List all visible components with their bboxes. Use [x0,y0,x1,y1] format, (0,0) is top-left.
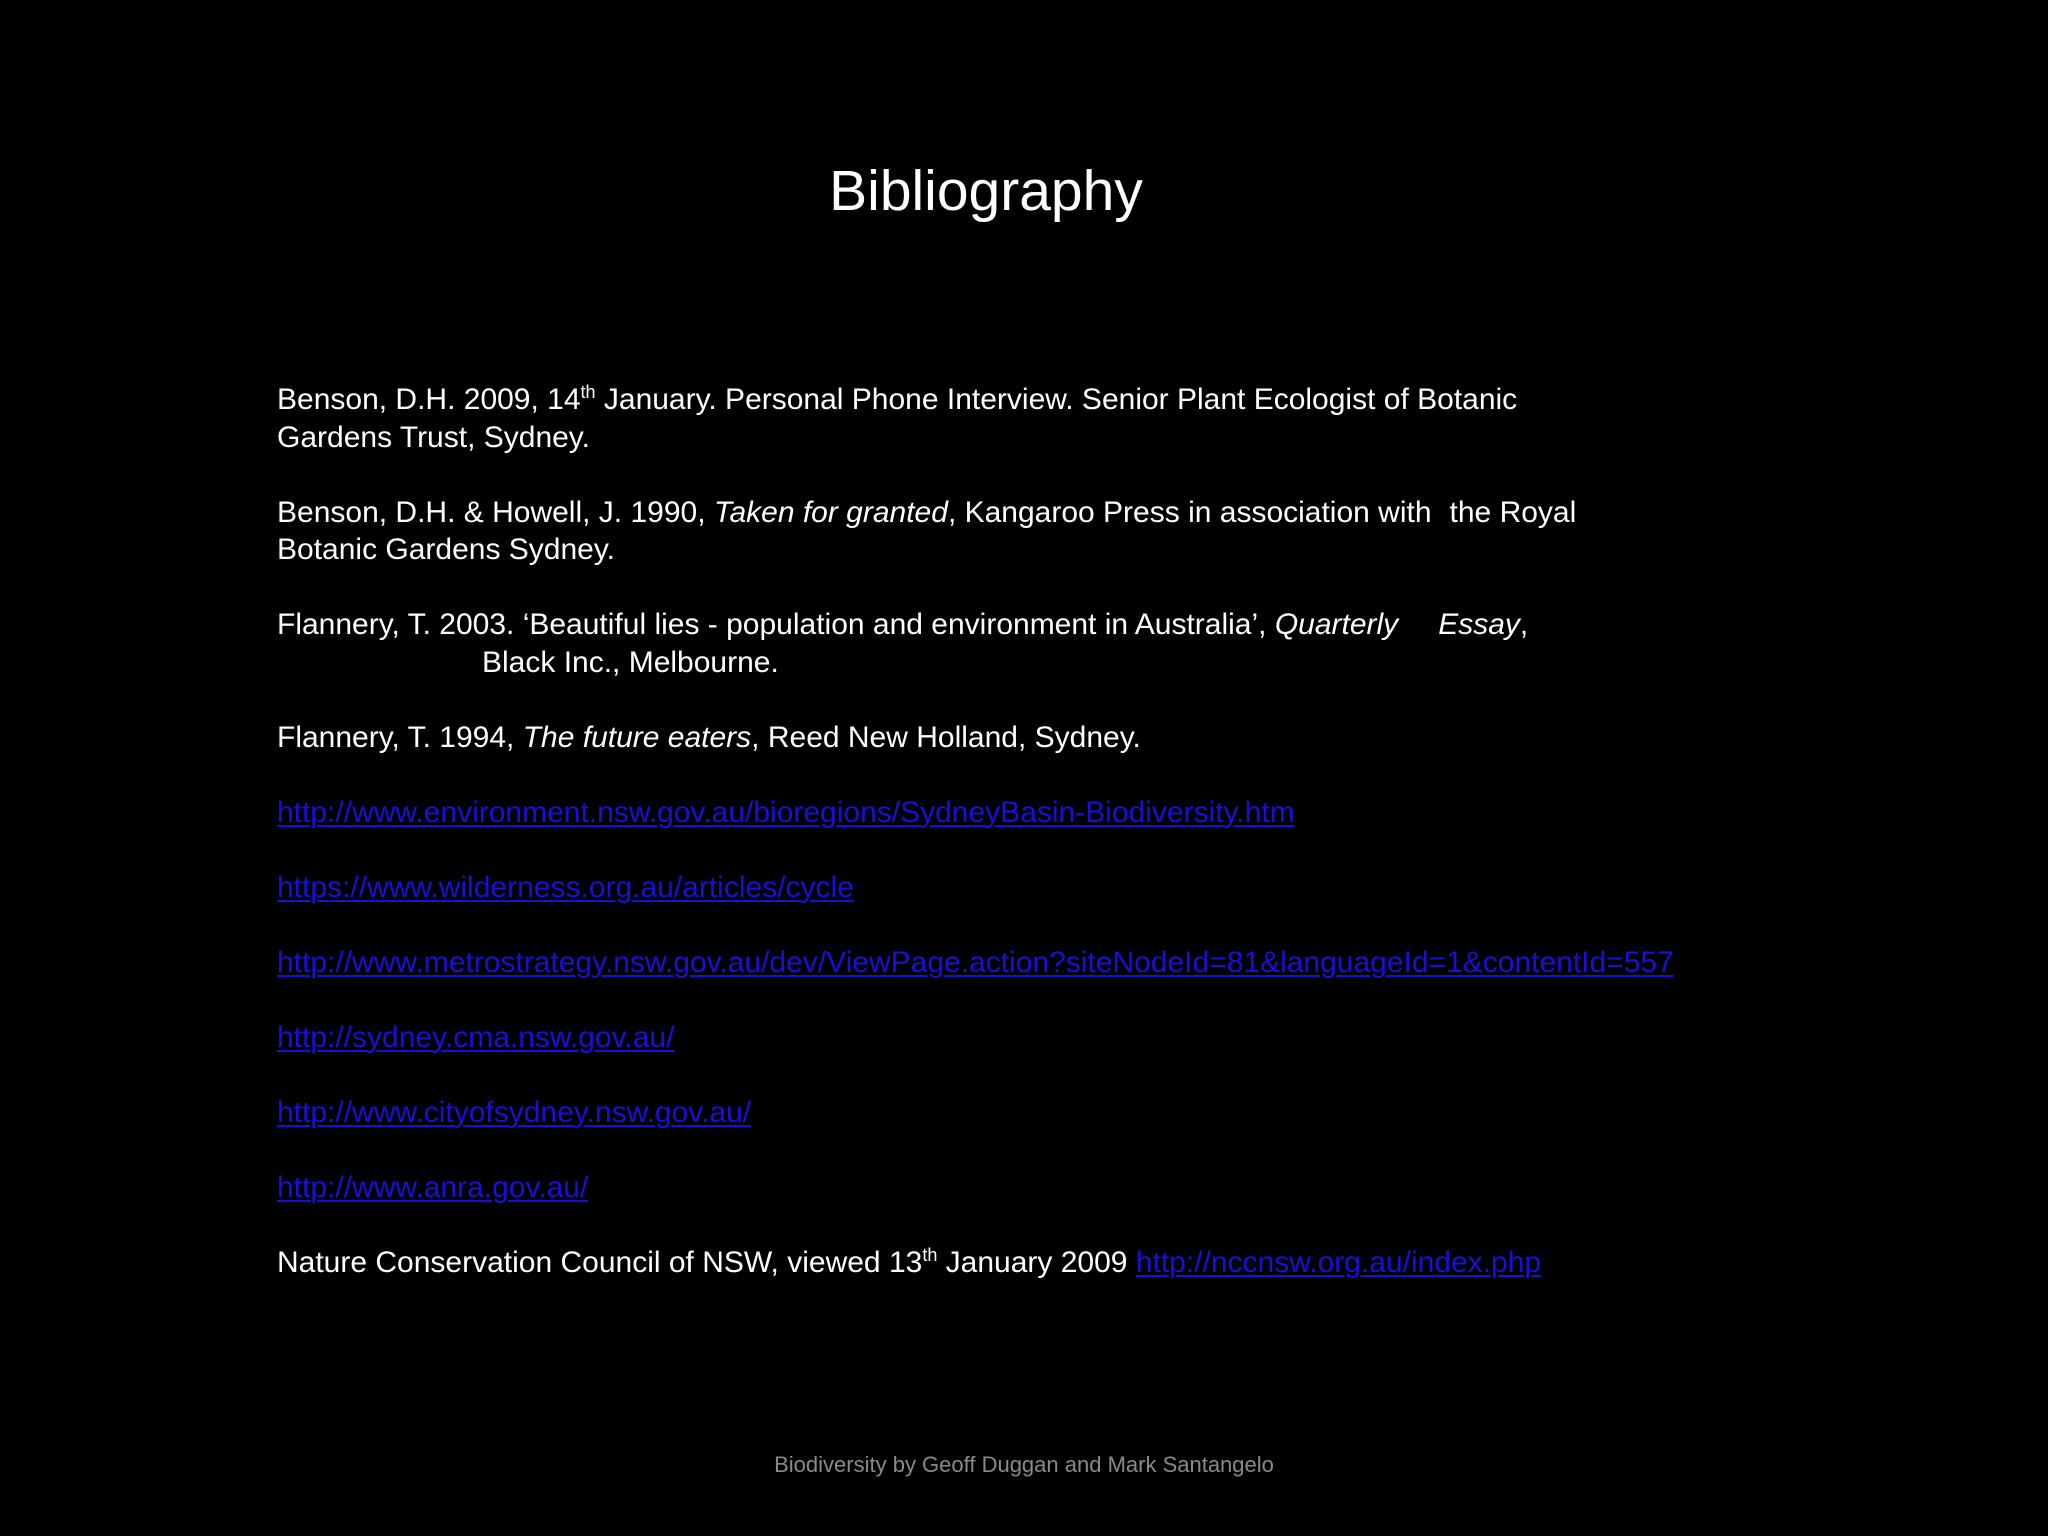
journal-title: Essay [1438,608,1520,641]
ordinal-suffix: th [922,1244,938,1265]
entry-text: Botanic Gardens Sydney. [277,533,615,566]
bibliography-entry-link [277,794,1697,832]
bibliography-entry-link [277,1169,1697,1207]
bibliography-entry-link [277,1019,1697,1057]
entry-text: Flannery, T. 1994, [277,720,523,754]
bibliography-entry-flannery-1994 [277,719,1697,757]
bibliography-entry-ncc [277,1244,1697,1282]
ordinal-suffix: th [580,382,596,402]
reference-link[interactable]: http://sydney.cma.nsw.gov.au/ [277,1020,675,1054]
entry-text: Flannery, T. 2003. ‘Beautiful lies - population and environment in Australia’, [277,608,1275,641]
bibliography-entry-flannery-2003 [277,606,1697,681]
reference-link[interactable]: https://www.wilderness.org.au/articles/cycle [277,870,854,904]
entry-text: , [1519,608,1529,641]
bibliography-entry-link [277,869,1697,907]
slide-title: Bibliography [829,159,1143,223]
bibliography-entry-benson-interview [277,381,1697,456]
reference-link[interactable]: http://www.cityofsydney.nsw.gov.au/ [277,1095,752,1129]
entry-text: Benson, D.H. 2009, 14 [277,383,581,416]
entry-text: , Reed New Holland, Sydney. [751,720,1141,754]
bibliography-list [277,381,1697,1319]
reference-link[interactable]: http://nccnsw.org.au/index.php [1135,1245,1542,1279]
entry-text: Gardens Trust, Sydney. [277,420,590,454]
bibliography-entry-benson-howell [277,494,1697,569]
book-title: Taken for granted [713,495,948,529]
entry-text: the Royal [1449,495,1577,529]
bibliography-entry-link [277,1094,1697,1132]
entry-text: , Kangaroo Press in association with [947,495,1432,529]
journal-title: Quarterly [1274,608,1399,641]
book-title: The future eaters [522,720,752,754]
entry-text: Black Inc., Melbourne. [482,645,779,679]
entry-text: Benson, D.H. & Howell, J. 1990, [277,495,714,529]
entry-text: January 2009 [937,1245,1136,1279]
bibliography-entry-link [277,944,1697,982]
slide-footer: Biodiversity by Geoff Duggan and Mark Santangelo [774,1452,1274,1477]
reference-link[interactable]: http://www.anra.gov.au/ [277,1170,589,1204]
entry-text: January. Personal Phone Interview. Senior Plant Ecologist of Botanic [595,383,1518,416]
reference-link[interactable]: http://www.metrostrategy.nsw.gov.au/dev/ViewPage.action?siteNodeId=81&languageId=1&contentId=557 [277,945,1674,979]
entry-text: Nature Conservation Council of NSW, viewed 13 [277,1245,923,1279]
reference-link[interactable]: http://www.environment.nsw.gov.au/bioregions/SydneyBasin-Biodiversity.htm [277,795,1295,829]
